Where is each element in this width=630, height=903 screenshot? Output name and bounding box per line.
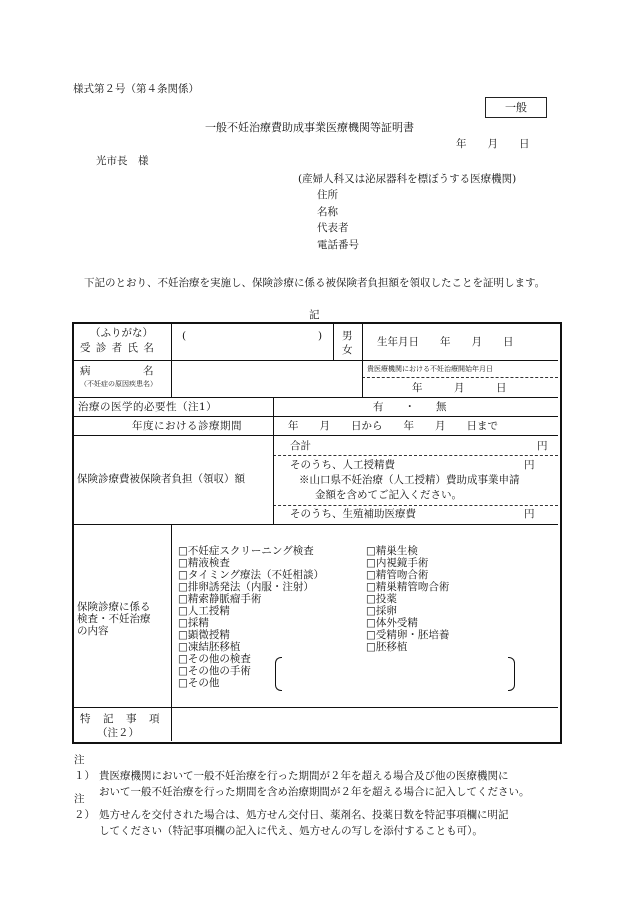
exam-label-line2: 検査・不妊治療 [77,613,151,625]
checkbox-item[interactable]: □不妊症スクリーニング検査 [178,545,314,557]
disease-label: 病 名 [80,365,154,377]
period-label: 年度における診療期間 [132,420,242,432]
note-1-label: 注１） [74,754,95,782]
checkbox-item[interactable]: □精管吻合術 [366,569,429,581]
row-line [73,435,558,436]
row-line [73,416,558,417]
name-paren-open: ( [182,330,187,342]
exam-label-line1: 保険診療に係る [77,601,151,613]
institution-type: (産婦人科又は泌尿器科を標ぼうする医療機関) [298,173,517,185]
checkbox-item[interactable]: □投薬 [366,593,397,605]
furigana-label: （ふりがな） [90,327,153,339]
checkbox-item[interactable]: □受精卵・胚培養 [366,629,450,641]
document-title: 一般不妊治療費助成事業医療機関等証明書 [205,121,414,134]
remarks-label: 特 記 事 項 [80,713,161,725]
col-line [171,323,172,397]
checkbox-item[interactable]: □タイミング療法（不妊相談） [178,569,325,581]
statement: 下記のとおり、不妊治療を実施し、保険診療に係る被保険者負担額を領収したことを証明します。 [84,277,546,289]
disease-sub-label: （不妊症の原因疾患名） [80,380,157,388]
addressee: 光市長 様 [96,155,149,167]
checkbox-item[interactable]: □精巣生検 [366,545,418,557]
col-line [171,524,172,741]
checkbox-item[interactable]: □胚移植 [366,641,408,653]
checkbox-item[interactable]: □人工授精 [178,605,230,617]
row-line [362,377,558,378]
start-date-value: 年 月 日 [412,382,507,394]
checkbox-item[interactable]: □顕微授精 [178,629,230,641]
checkbox-item[interactable]: □精索静脈瘤手術 [178,593,262,605]
row-line [73,707,558,708]
start-date-label: 貴医療機関における不妊治療開始年月日 [367,365,493,373]
col-line [273,397,274,524]
remarks-note: （注２） [97,727,139,739]
row-line [73,360,558,361]
ki-label: 記 [309,309,320,321]
checkbox-item[interactable]: □内視鏡手術 [366,557,429,569]
ai-note-line1: ※山口県不妊治療（人工授精）費助成事業申請 [299,474,520,486]
total-label: 合計 [290,440,311,452]
ai-cost-label: そのうち、人工授精費 [290,459,395,471]
note-2 [74,791,562,839]
checklist-left [178,545,324,689]
art-cost-yen: 円 [524,508,535,520]
necessity-value: 有 ・ 無 [373,401,447,413]
checkbox-item[interactable]: □体外受精 [366,617,418,629]
total-yen: 円 [537,440,548,452]
note-2-label: 注２） [74,793,95,821]
checkbox-item[interactable]: □採精 [178,617,209,629]
sex-male: 男 [342,330,353,342]
checkbox-item[interactable]: □精液検査 [178,557,230,569]
field-phone: 電話番号 [317,239,359,251]
field-name: 名称 [317,206,338,218]
checklist-right [366,545,449,653]
sex-female: 女 [342,344,353,356]
note-1-line2: おいて一般不妊治療を行った期間を含め治療期間が２年を超える場合に記入してください。 [99,786,530,798]
note-1-line1: 貴医療機関において一般不妊治療を行った期間が２年を超える場合及び他の医療機関に [99,770,509,782]
checkbox-item[interactable]: □その他の検査 [178,653,251,665]
category-box: 一般 [485,97,547,118]
remarks-input-area[interactable] [173,709,556,739]
col-line [333,323,334,360]
art-cost-label: そのうち、生殖補助医療費 [290,508,416,520]
checkbox-item[interactable]: □その他の手術 [178,665,251,677]
row-line [273,505,558,506]
checkbox-item[interactable]: □精巣精管吻合術 [366,581,450,593]
row-line [273,455,558,456]
field-representative: 代表者 [317,222,349,234]
issue-date: 年 月 日 [456,138,530,150]
necessity-label: 治療の医学的必要性（注1） [78,401,218,413]
birth-date-label: 生年月日 年 月 日 [377,336,514,348]
period-value: 年 月 日から 年 月 日まで [288,420,498,432]
col-line [362,323,363,397]
checkbox-item[interactable]: □排卵誘発法（内服・注射） [178,581,314,593]
bracket-close [508,657,515,691]
checkbox-item[interactable]: □その他 [178,677,220,689]
note-2-line2: してください（特記事項欄の記入に代え、処方せんの写しを添付することも可）。 [99,825,483,837]
bracket-open [275,657,282,691]
ai-note-line2: 金額を含めてご記入ください。 [315,489,462,501]
row-line [73,524,558,525]
form-number: 様式第２号（第４条関係） [73,83,199,95]
row-line [73,397,558,398]
field-address: 住所 [317,189,338,201]
patient-name-label: 受 診 者 氏 名 [80,342,155,354]
checkbox-item[interactable]: □凍結胚移植 [178,641,241,653]
ai-cost-yen: 円 [524,459,535,471]
name-paren-close: ) [318,330,323,342]
exam-label-line3: の内容 [77,625,109,637]
burden-label: 保険診療費被保険者負担（領収）額 [77,473,245,485]
checkbox-item[interactable]: □採卵 [366,605,397,617]
note-2-line1: 処方せんを交付された場合は、処方せん交付日、薬剤名、投薬日数を特記事項欄に明記 [99,809,509,821]
